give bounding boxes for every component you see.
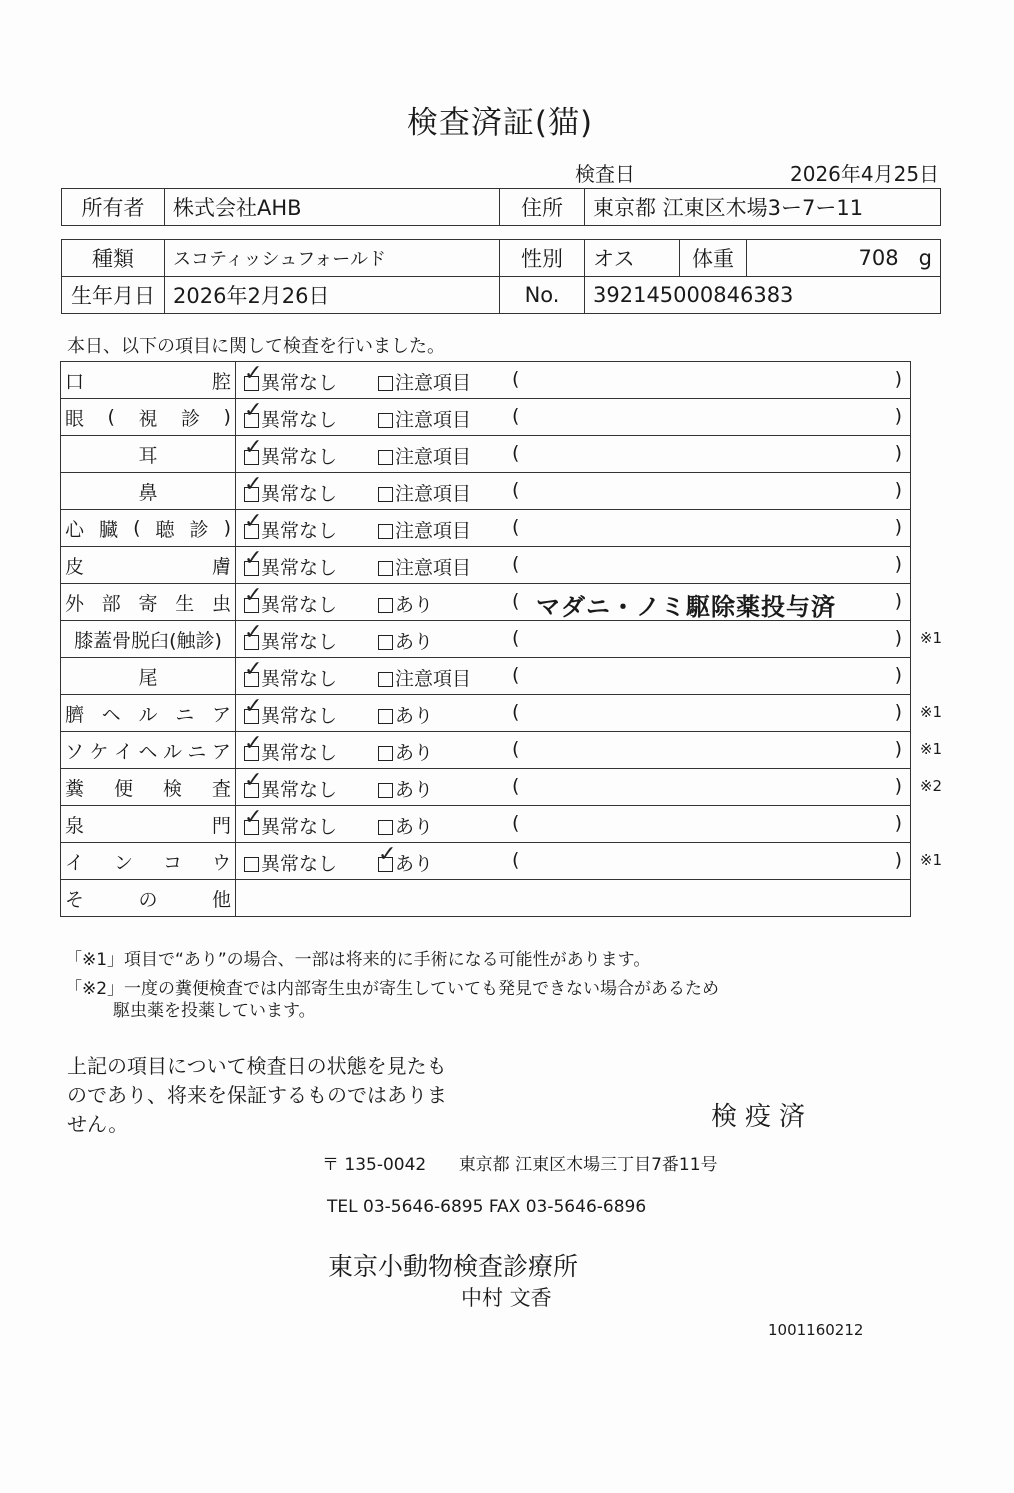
concern-option[interactable] [378,812,433,839]
normal-option[interactable] [244,849,337,876]
clinic-name: 東京小動物検査診療所 [328,1252,579,1281]
option-label: 異常なし [261,372,338,394]
checkbox[interactable] [244,361,263,391]
checkbox[interactable] [378,524,393,539]
breed-value: スコティッシュフォールド [165,240,500,277]
item-name-char: ( [107,406,115,428]
document-title: 検査済証(猫) [406,105,594,141]
document-number: 1001160212 [768,1321,864,1339]
footnote-marker: ※1 [919,740,942,758]
item-name-char: 皮 [65,555,85,578]
checkbox[interactable] [244,435,263,465]
item-name [61,547,236,584]
option-label: あり [395,631,434,653]
item-name-char: そ [65,888,85,911]
item-options [236,658,911,695]
item-name-chars [65,515,231,542]
normal-option[interactable] [244,768,338,802]
weight-value: 708 [858,246,899,270]
birth-value: 2026年2月26日 [165,277,500,314]
paren-open: ( [512,590,520,612]
normal-option[interactable] [244,546,338,580]
footnote-2-cont: 駆虫薬を投薬しています。 [113,1001,316,1021]
clinic-address [322,1150,718,1175]
footnote-2: 「※2」一度の糞便検査では内部寄生虫が寄生していても発見できない場合があるため [65,979,720,999]
table-row [61,732,911,769]
normal-option[interactable] [244,398,338,432]
option-label: 異常なし [261,557,338,579]
table-row [61,547,911,584]
item-name-char: 口 [65,370,85,393]
table-row [61,843,911,880]
item-name-char: 外 [65,592,85,615]
footnote-marker: ※1 [919,703,942,721]
option-label: 異常なし [261,742,338,764]
paren-open: ( [512,701,520,723]
item-name-char: 聴 [155,518,175,541]
checkbox[interactable] [244,472,263,502]
item-name [61,584,236,621]
checkbox[interactable] [378,820,393,835]
footnote-marker: ※2 [919,777,942,795]
checkbox[interactable] [244,398,263,428]
item-name-char: 便 [113,777,133,800]
option-label: あり [395,705,434,727]
normal-option[interactable] [244,620,338,654]
concern-option[interactable] [378,627,433,654]
concern-option[interactable] [378,479,471,506]
item-name [61,695,236,732]
item-name-char: 診 [181,407,201,430]
weight-label: 体重 [680,240,747,277]
checkbox[interactable] [378,635,393,650]
check-mark-icon: ✓ [378,842,397,867]
checkbox[interactable] [378,783,393,798]
item-name-char: ニ [175,703,195,726]
item-name-char: ) [223,406,231,428]
item-name-char: 腔 [211,370,231,393]
checkbox[interactable] [378,413,393,428]
option-label: 異常なし [261,853,338,875]
checkbox[interactable] [378,376,393,391]
table-row [61,473,911,510]
checkbox[interactable] [244,509,263,539]
item-name [61,806,236,843]
concern-option[interactable] [378,442,471,469]
intro-text: 本日、以下の項目に関して検査を行いました。 [67,336,445,357]
option-label: あり [395,594,434,616]
item-name [61,621,236,658]
table-row [61,621,911,658]
item-name-char: ) [223,517,231,539]
paren-open: ( [512,553,520,575]
item-name-char: 診 [189,518,209,541]
checkbox[interactable] [244,805,263,835]
exam-date: 2026年4月25日 [790,162,940,186]
sex-label: 性別 [500,240,585,277]
address-label: 住所 [500,189,585,226]
option-label: 注意項目 [395,557,472,579]
footnote-1: 「※1」項目で“あり”の場合、一部は将来的に手術になる可能性があります。 [65,950,651,970]
item-name [61,732,236,769]
item-name-char: 膝蓋骨脱臼(触診) [74,629,222,652]
paren-close: ) [894,590,902,612]
item-name-char: の [138,888,158,911]
check-mark-icon: ✓ [244,731,263,756]
check-mark-icon: ✓ [244,657,263,682]
paren-open: ( [512,775,520,797]
item-name-chars [65,700,231,727]
item-name-char: ( [133,517,141,539]
check-mark-icon: ✓ [244,472,263,497]
checkbox[interactable] [378,561,393,576]
item-options [236,806,911,843]
normal-option[interactable] [244,731,338,765]
item-name [61,843,236,880]
check-mark-icon: ✓ [244,546,263,571]
paren-open: ( [512,738,520,760]
exam-date-label: 検査日 [575,162,635,186]
item-name-char: ケ [89,740,109,763]
item-options [236,399,911,436]
item-options [236,842,942,880]
check-mark-icon: ✓ [244,361,263,386]
paren-close: ) [894,627,902,649]
option-label: 注意項目 [395,668,472,690]
item-name-char: ヘ [138,740,158,763]
item-name-char: 尾 [138,666,158,689]
item-name-chars [65,367,231,394]
concern-option[interactable] [378,553,471,580]
item-name-char: ア [211,740,231,763]
concern-option[interactable] [378,775,433,802]
option-label: 異常なし [261,520,338,542]
item-name-chars [65,737,231,764]
item-name-char: 虫 [211,592,231,615]
paren-close: ) [894,775,902,797]
item-name-char: 他 [211,888,231,911]
item-name [61,362,236,399]
item-name-char: ア [211,703,231,726]
check-mark-icon: ✓ [244,805,263,830]
item-name-char: 寄 [138,592,158,615]
item-options [236,694,942,732]
option-label: あり [395,816,434,838]
concern-option[interactable] [378,405,471,432]
checkbox[interactable] [378,842,397,872]
paren-open: ( [512,627,520,649]
table-row [61,658,911,695]
paren-open: ( [512,405,520,427]
paren-close: ) [894,738,902,760]
checkbox[interactable] [244,857,259,872]
checkbox[interactable] [244,731,263,761]
item-name-chars [65,774,231,801]
checkbox[interactable] [378,746,393,761]
item-name [61,436,236,473]
no-value: 392145000846383 [585,277,941,314]
vet-name: 中村 文香 [461,1286,552,1310]
normal-option[interactable] [244,694,338,728]
checkbox[interactable] [244,694,263,724]
checkbox[interactable] [378,672,393,687]
concern-option[interactable] [378,368,471,395]
checkbox[interactable] [378,487,393,502]
birth-label: 生年月日 [62,277,165,314]
item-name-chars [65,663,231,690]
paren-open: ( [512,516,520,538]
item-name-char: 膚 [211,555,231,578]
option-label: あり [395,853,434,875]
paren-close: ) [894,479,902,501]
table-row [61,695,911,732]
item-name-char: ヘ [101,703,121,726]
table-row [61,806,911,843]
table-row [61,399,911,436]
item-name-char: コ [162,851,182,874]
weight-unit: g [918,246,932,270]
item-options [236,768,942,806]
other-notes-field [236,880,911,917]
paren-close: ) [894,664,902,686]
item-name-char: ン [113,851,133,874]
concern-option[interactable] [378,738,433,765]
checkbox[interactable] [244,620,263,650]
item-name-char: イ [113,740,133,763]
item-options [236,510,911,547]
normal-option[interactable] [244,657,338,691]
paren-close: ) [894,701,902,723]
postal-code: 〒 135-0042 [322,1155,427,1175]
concern-option[interactable] [378,590,433,617]
item-name-char: 視 [138,407,158,430]
concern-option[interactable] [378,842,434,876]
option-label: 異常なし [261,705,338,727]
item-name [61,399,236,436]
check-mark-icon: ✓ [244,583,263,608]
item-options [236,731,942,769]
item-name-char: ウ [211,851,231,874]
paren-close: ) [894,553,902,575]
option-label: あり [395,779,434,801]
paren-close: ) [894,849,902,871]
item-name-chars [65,478,231,505]
check-mark-icon: ✓ [244,435,263,460]
option-label: 異常なし [261,446,338,468]
paren-open: ( [512,849,520,871]
item-name-chars [65,885,231,912]
owner-table [61,188,941,226]
paren-open: ( [512,812,520,834]
normal-option[interactable] [244,583,338,617]
item-name [61,510,236,547]
paren-open: ( [512,664,520,686]
paren-open: ( [512,442,520,464]
weight-cell [747,240,941,277]
paren-open: ( [512,479,520,501]
item-name [61,880,236,917]
checkbox[interactable] [244,657,263,687]
option-label: 異常なし [261,594,338,616]
normal-option[interactable] [244,435,338,469]
option-label: 注意項目 [395,483,472,505]
normal-option[interactable] [244,472,338,506]
checkbox[interactable] [378,450,393,465]
item-options [236,584,911,621]
check-mark-icon: ✓ [244,398,263,423]
check-mark-icon: ✓ [244,620,263,645]
address-value: 東京都 江東区木場3ー7ー11 [585,189,941,226]
item-name-char: 査 [211,777,231,800]
table-row [61,436,911,473]
item-name [61,473,236,510]
item-name-char: 臓 [99,518,119,541]
item-name-chars [65,552,231,579]
item-options [236,436,911,473]
item-name-char: 臍 [65,703,85,726]
street-address: 東京都 江東区木場三丁目7番11号 [458,1155,718,1175]
inspection-table [60,361,942,917]
breed-label: 種類 [62,240,165,277]
check-mark-icon: ✓ [244,768,263,793]
no-label: No. [500,277,585,314]
normal-option[interactable] [244,805,338,839]
item-name [61,769,236,806]
item-name-char: ニ [187,740,207,763]
item-name-chars [65,441,231,468]
item-name-char: 生 [175,592,195,615]
paren-close: ) [894,812,902,834]
paren-open: ( [512,368,520,390]
pet-table [61,239,941,314]
paren-close: ) [894,442,902,464]
check-mark-icon: ✓ [244,694,263,719]
item-name-char: 眼 [65,407,85,430]
item-name-chars [65,404,231,431]
remark-text: マダニ・ノミ駆除薬投与済 [536,593,836,621]
item-options [236,620,942,658]
option-label: 注意項目 [395,520,472,542]
owner-label: 所有者 [62,189,165,226]
option-label: 異常なし [261,668,338,690]
clinic-phone: TEL 03-5646-6895 FAX 03-5646-6896 [327,1197,647,1217]
option-label: 注意項目 [395,446,472,468]
table-row [61,510,911,547]
option-label: あり [395,742,434,764]
item-name-char: 部 [101,592,121,615]
item-name-chars [65,589,231,616]
table-row-other [61,880,911,917]
item-name-chars [65,626,231,653]
item-name-char: ソ [65,740,85,763]
quarantine-stamp: 検疫済 [711,1102,814,1132]
item-name-char: ル [138,703,158,726]
option-label: 注意項目 [395,372,472,394]
checkbox[interactable] [244,546,263,576]
option-label: 異常なし [261,631,338,653]
item-name-chars [65,811,231,838]
footnote-marker: ※1 [919,629,942,647]
item-options [236,547,911,584]
checkbox[interactable] [244,768,263,798]
concern-option[interactable] [378,664,471,691]
item-name-char: 糞 [65,777,85,800]
paren-close: ) [894,368,902,390]
footnote-marker: ※1 [919,851,942,869]
item-options [236,473,911,510]
item-name-chars [65,848,231,875]
check-mark-icon: ✓ [244,509,263,534]
item-name [61,658,236,695]
checkbox[interactable] [378,709,393,724]
item-name-char: 検 [162,777,182,800]
table-row [61,362,911,399]
item-name-char: 泉 [65,814,85,837]
sex-value: オス [585,240,680,277]
option-label: 異常なし [261,483,338,505]
item-name-char: 耳 [138,444,158,467]
disclaimer-statement: 上記の項目について検査日の状態を見たものであり、将来を保証するものではありません。 [67,1054,447,1136]
concern-option[interactable] [378,701,433,728]
paren-close: ) [894,405,902,427]
item-name-char: ル [162,740,182,763]
option-label: 異常なし [261,409,338,431]
item-name-char: イ [65,851,85,874]
normal-option[interactable] [244,361,338,395]
owner-value: 株式会社AHB [165,189,500,226]
option-label: 注意項目 [395,409,472,431]
option-label: 異常なし [261,816,338,838]
concern-option[interactable] [378,516,471,543]
item-options [236,362,911,399]
checkbox[interactable] [244,583,263,613]
table-row [61,584,911,621]
paren-close: ) [894,516,902,538]
normal-option[interactable] [244,509,338,543]
item-name-char: 鼻 [138,481,158,504]
item-name-char: 心 [65,518,85,541]
table-row [61,769,911,806]
checkbox[interactable] [378,598,393,613]
option-label: 異常なし [261,779,338,801]
item-name-char: 門 [211,814,231,837]
